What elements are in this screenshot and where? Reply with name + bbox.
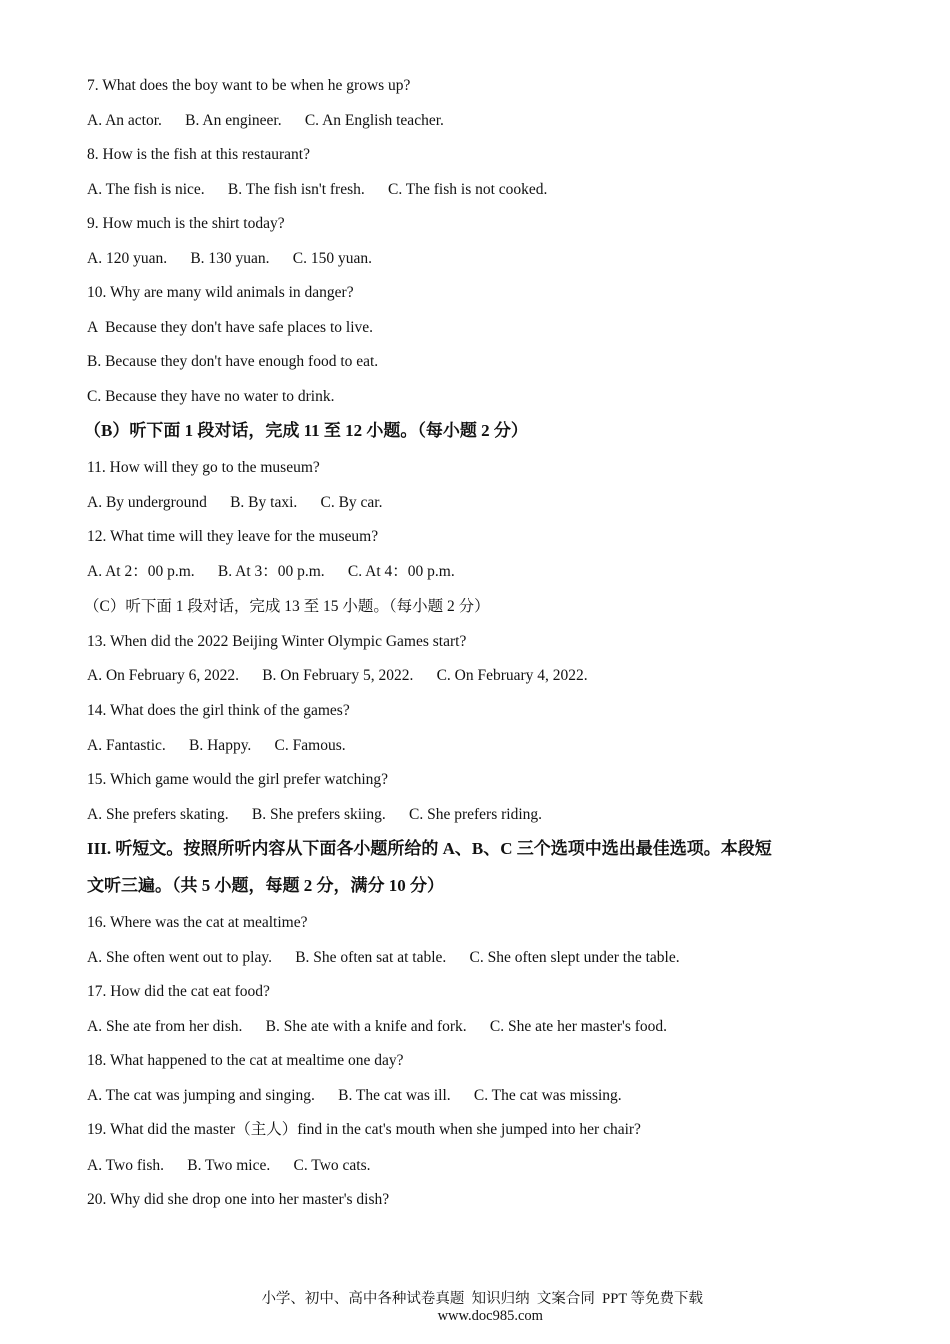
question-9: 9. How much is the shirt today? — [87, 215, 285, 232]
options-14: A. Fantastic. B. Happy. C. Famous. — [87, 737, 346, 754]
question-18: 18. What happened to the cat at mealtime one day? — [87, 1052, 404, 1069]
question-12: 12. What time will they leave for the museum? — [87, 528, 379, 545]
question-11: 11. How will they go to the museum? — [87, 459, 320, 476]
footer-url[interactable]: www.doc985.com — [437, 1308, 543, 1324]
option-10b: B. Because they don't have enough food to eat. — [87, 353, 379, 370]
options-9: A. 120 yuan. B. 130 yuan. C. 150 yuan. — [87, 250, 373, 267]
question-10: 10. Why are many wild animals in danger? — [87, 284, 354, 301]
section-b-heading: （B）听下面 1 段对话，完成 11 至 12 小题。（每小题 2 分） — [84, 421, 528, 440]
options-7: A. An actor. B. An engineer. C. An English teacher. — [87, 112, 444, 129]
question-7: 7. What does the boy want to be when he grows up? — [87, 77, 411, 94]
options-15: A. She prefers skating. B. She prefers skiing. C. She prefers riding. — [87, 806, 543, 823]
question-17: 17. How did the cat eat food? — [87, 983, 270, 1000]
option-10c: C. Because they have no water to drink. — [87, 388, 335, 405]
question-8: 8. How is the fish at this restaurant? — [87, 146, 310, 163]
question-16: 16. Where was the cat at mealtime? — [87, 914, 308, 931]
options-11: A. By underground B. By taxi. C. By car. — [87, 494, 383, 511]
options-13: A. On February 6, 2022. B. On February 5, 2022. C. On February 4, 2022. — [87, 667, 588, 684]
question-14: 14. What does the girl think of the games? — [87, 702, 350, 719]
question-19: 19. What did the master（主人）find in the cat's mouth when she jumped into her chair? — [87, 1121, 641, 1138]
section-iii-heading-cont: 文听三遍。（共 5 小题，每题 2 分，满分 10 分） — [87, 876, 444, 895]
options-16: A. She often went out to play. B. She often sat at table. C. She often slept under the table. — [87, 949, 680, 966]
question-20: 20. Why did she drop one into her master's dish? — [87, 1191, 390, 1208]
options-8: A. The fish is nice. B. The fish isn't fresh. C. The fish is not cooked. — [87, 181, 548, 198]
option-10a: A Because they don't have safe places to live. — [87, 319, 374, 336]
options-17: A. She ate from her dish. B. She ate with a knife and fork. C. She ate her master's food. — [87, 1018, 668, 1035]
section-c-heading: （C）听下面 1 段对话，完成 13 至 15 小题。（每小题 2 分） — [84, 598, 490, 615]
options-18: A. The cat was jumping and singing. B. The cat was ill. C. The cat was missing. — [87, 1087, 622, 1104]
options-19: A. Two fish. B. Two mice. C. Two cats. — [87, 1157, 371, 1174]
footer-text: 小学、初中、高中各种试卷真题 知识归纳 文案合同 PPT 等免费下载 — [261, 1291, 704, 1307]
section-iii-heading: III. 听短文。按照所听内容从下面各小题所给的 A、B、C 三个选项中选出最佳选项。本段短 — [87, 839, 772, 858]
page-footer — [0, 1270, 950, 1342]
question-13: 13. When did the 2022 Beijing Winter Olympic Games start? — [87, 633, 467, 650]
question-15: 15. Which game would the girl prefer watching? — [87, 771, 389, 788]
options-12: A. At 2：00 p.m. B. At 3：00 p.m. C. At 4：00 p.m. — [87, 563, 455, 580]
